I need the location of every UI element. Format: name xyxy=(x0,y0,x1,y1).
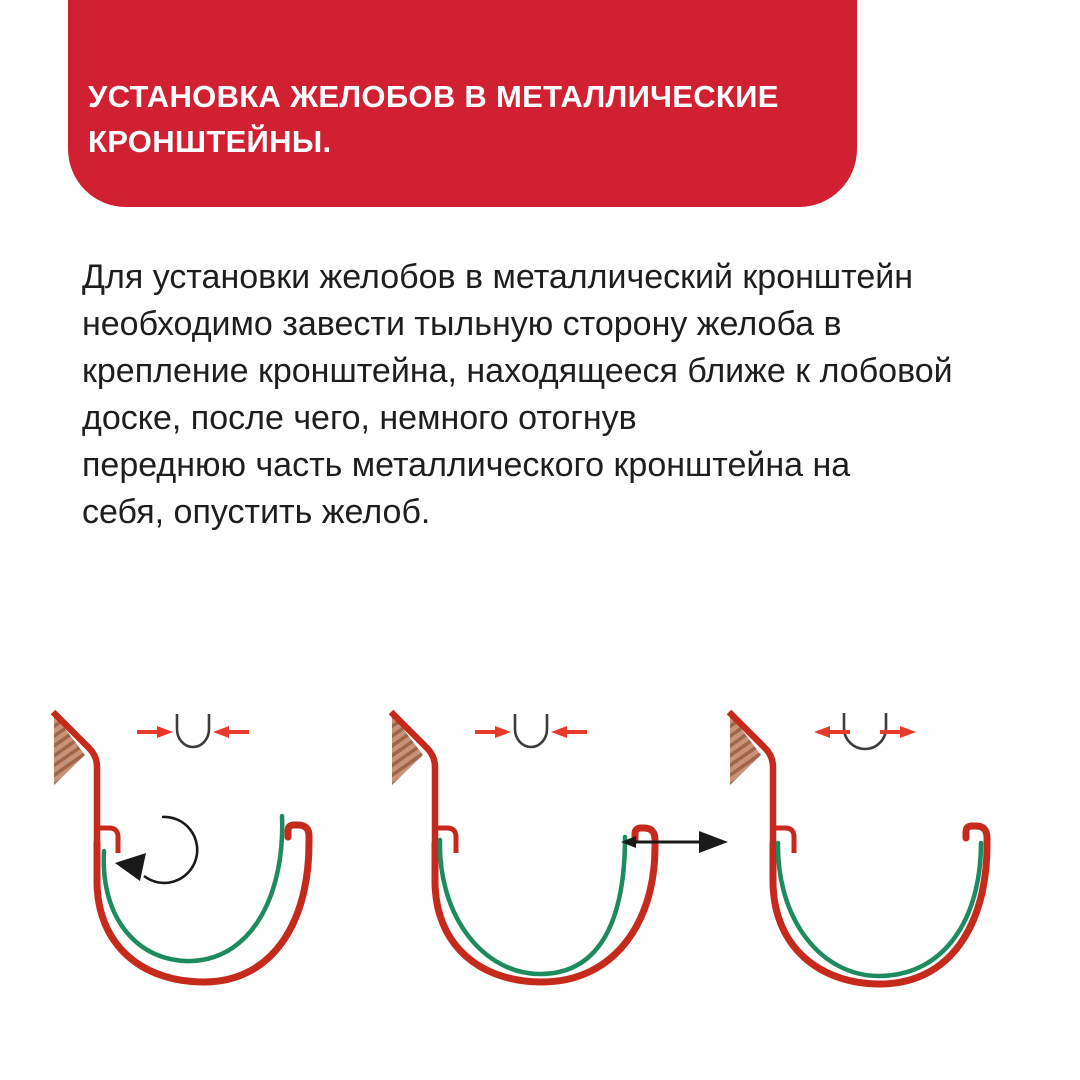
compress-arrowhead-right xyxy=(213,726,229,738)
paragraph-line: крепление кронштейна, находящееся ближе к лобовой xyxy=(82,352,953,390)
compress-arrowhead-left xyxy=(495,726,511,738)
rotate-in-arrowhead xyxy=(115,853,146,881)
paragraph-line: необходимо завести тыльную сторону желоба в xyxy=(82,305,842,343)
instruction-paragraph xyxy=(82,254,1042,536)
compress-arrowhead-left xyxy=(157,726,173,738)
paragraph-line: доске, после чего, немного отогнув xyxy=(82,399,637,437)
diagram-row xyxy=(0,695,1080,1035)
install-step-1-diagram xyxy=(40,695,370,1030)
page-title-line-1: УСТАНОВКА ЖЕЛОБОВ В МЕТАЛЛИЧЕСКИЕ xyxy=(88,79,779,114)
bracket-bowl xyxy=(773,826,987,984)
compress-arrowhead-right xyxy=(551,726,567,738)
gutter-cross-section-icon xyxy=(844,713,886,749)
gutter-cross-section-icon xyxy=(177,714,209,747)
paragraph-line: Для установки желобов в металлический кронштейн xyxy=(82,258,914,296)
bracket-bowl-pulled xyxy=(435,828,655,982)
page-title-line-2: КРОНШТЕЙНЫ. xyxy=(88,124,332,159)
gutter-cross-section-icon xyxy=(515,714,547,747)
gutter-profile-tilted xyxy=(104,816,282,961)
header-banner xyxy=(68,0,857,207)
install-step-3-diagram xyxy=(716,695,1046,1030)
release-arrowhead-right xyxy=(900,726,916,738)
paragraph-line: переднюю часть металлического кронштейна на xyxy=(82,446,851,484)
release-arrowhead-left xyxy=(814,726,830,738)
install-step-2-diagram xyxy=(378,695,708,1030)
rotate-in-arrow-icon xyxy=(144,817,197,883)
page-title xyxy=(88,74,827,164)
paragraph-line: себя, опустить желоб. xyxy=(82,493,431,531)
